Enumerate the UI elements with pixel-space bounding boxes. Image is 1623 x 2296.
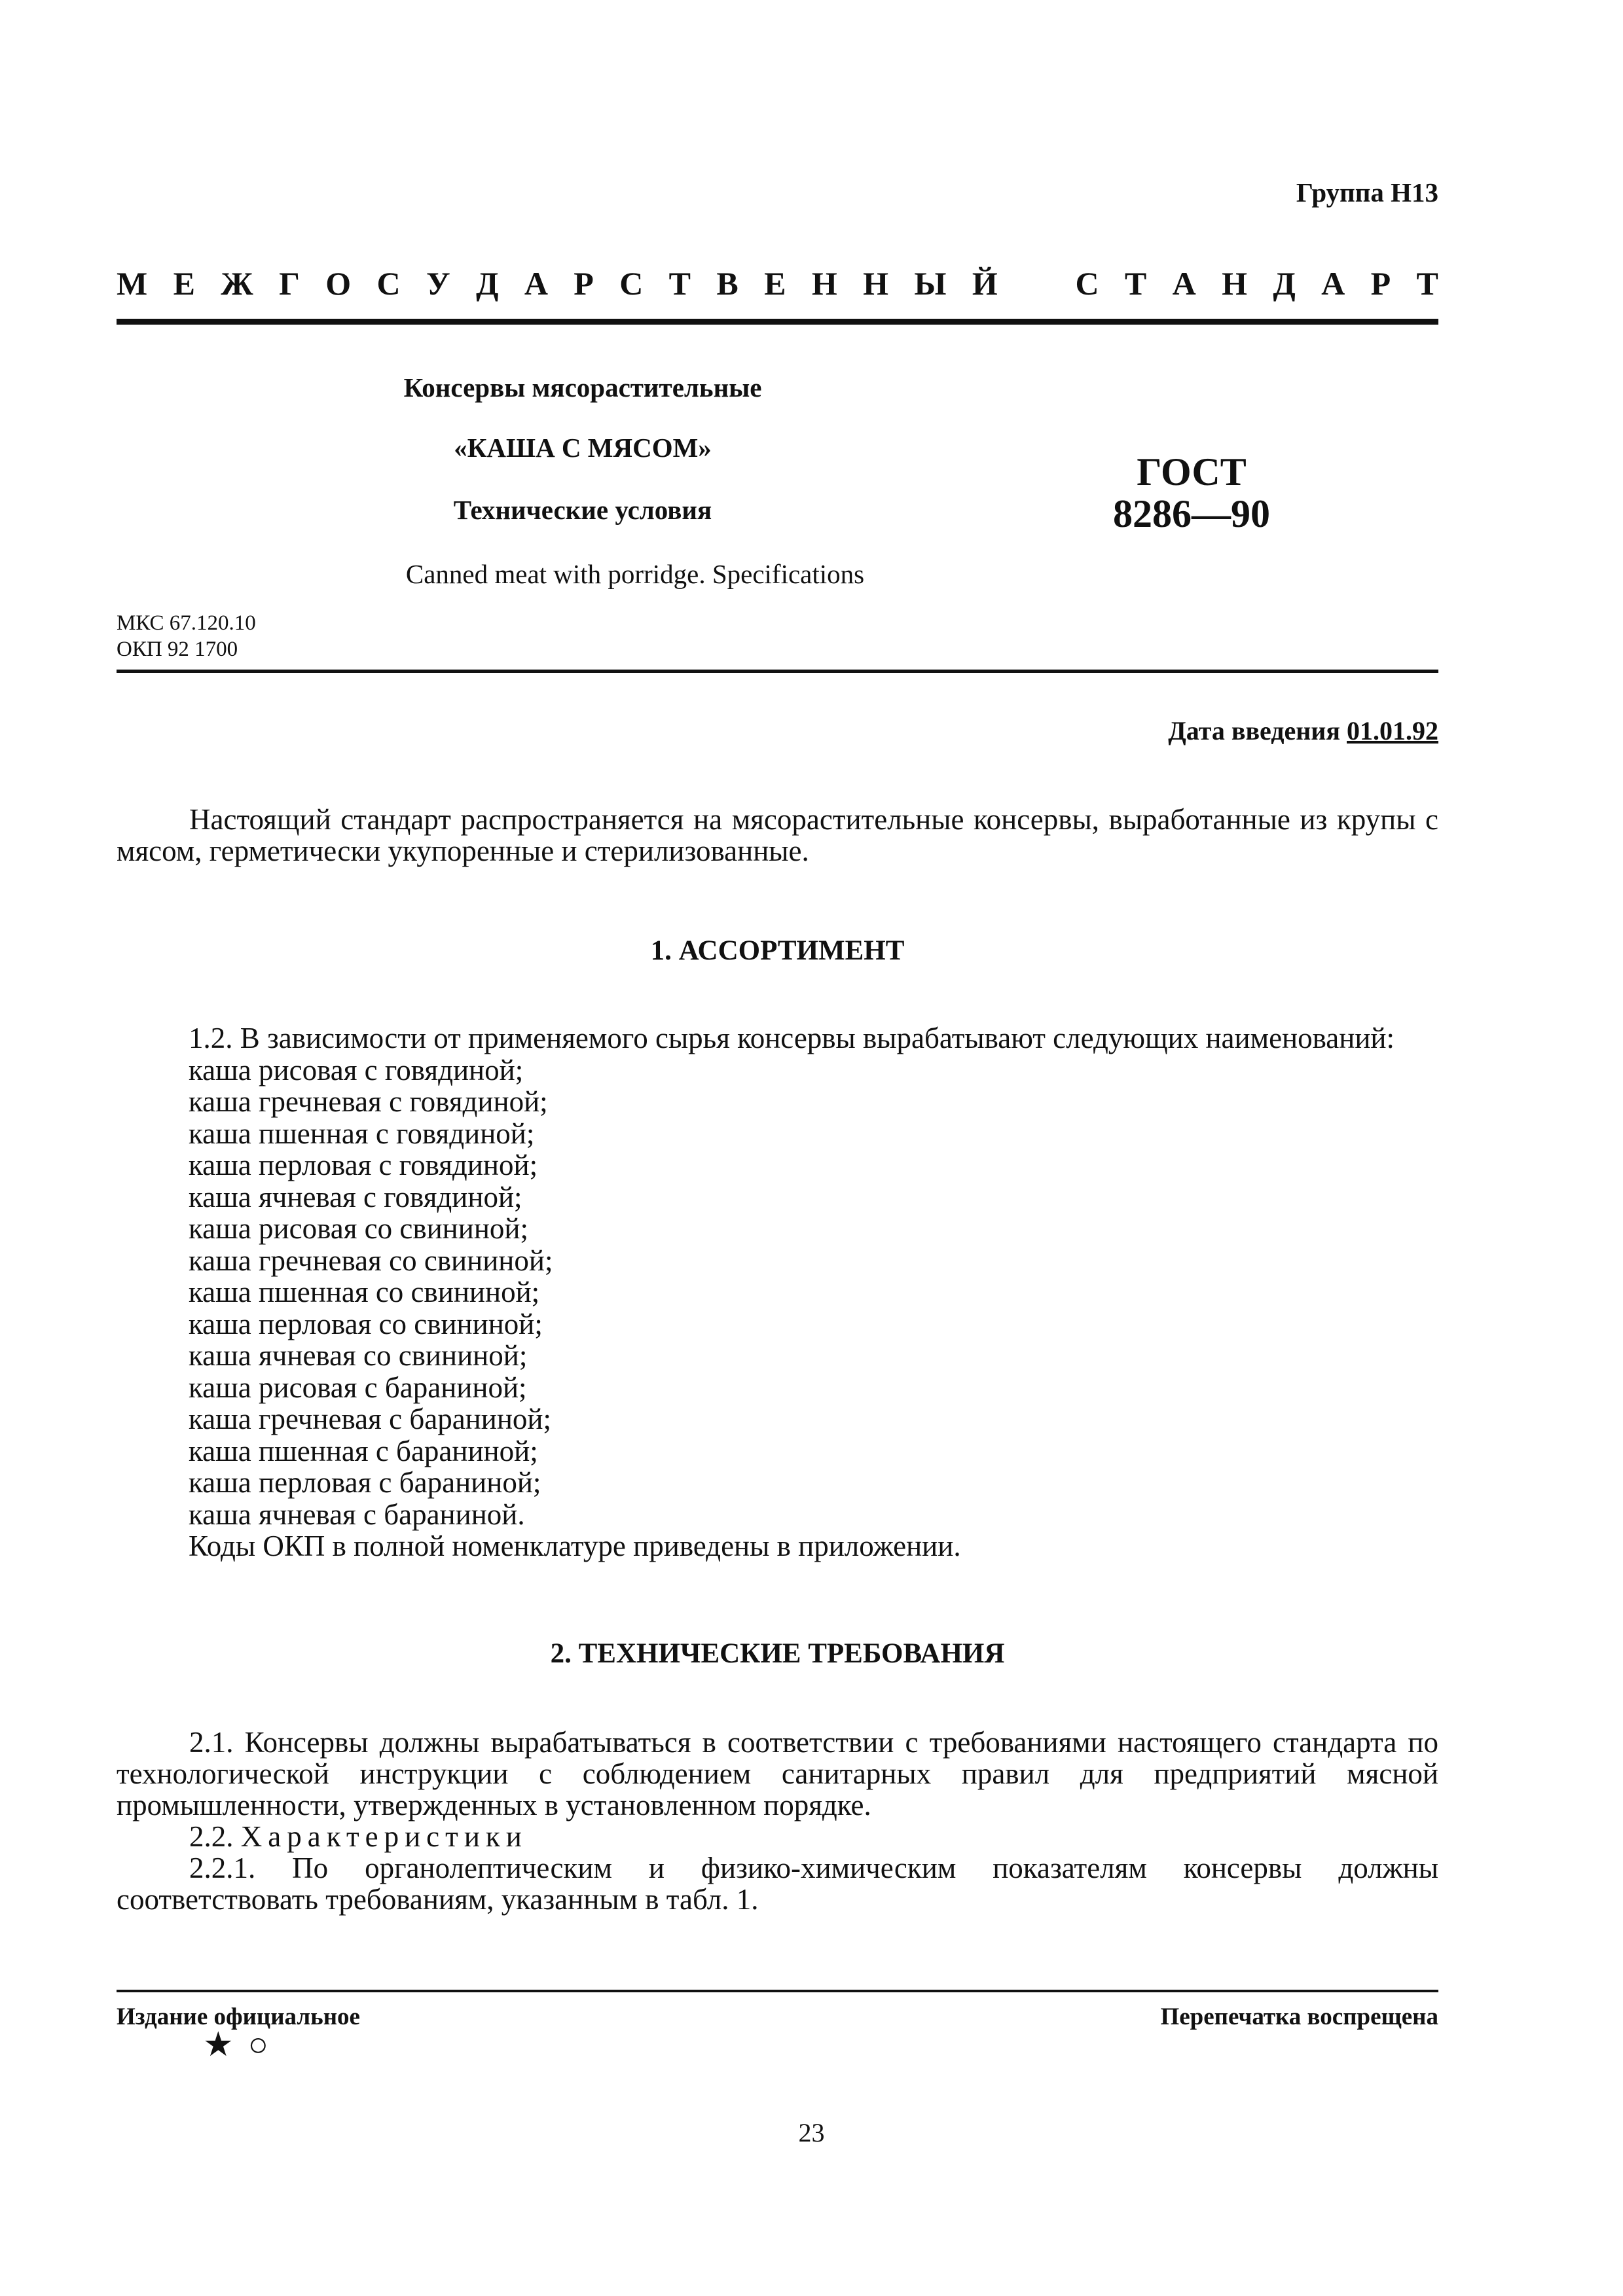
paragraph-2-2-1: 2.2.1. По органолептическим и физико-химическим показателям консервы должны соответствовать требованиям, указанным в табл. 1. [117, 1852, 1438, 1916]
banner-letter: С [619, 265, 644, 302]
banner-letter: Ж [221, 265, 253, 302]
banner-letter: Д [476, 265, 499, 302]
banner-letter: Е [764, 265, 786, 302]
list-item: каша пшенная со свининой; [189, 1276, 540, 1308]
paragraph-2-2-title: Характеристики [240, 1820, 528, 1853]
banner-letter: Н [1222, 265, 1248, 302]
mks-code: МКС 67.120.10 [117, 611, 256, 635]
banner-letter: Н [863, 265, 888, 302]
list-item: каша перловая с говядиной; [189, 1149, 538, 1181]
banner-letter: В [716, 265, 739, 302]
banner-letter: А [524, 265, 548, 302]
banner-letter: Т [1124, 265, 1147, 302]
star-icon: ★ [203, 2026, 234, 2064]
codes-rule [117, 670, 1438, 673]
list-item: каша гречневая с бараниной; [189, 1403, 551, 1435]
circle-icon: ○ [247, 2026, 269, 2064]
assortment-list [189, 1022, 1395, 1562]
list-item: каша ячневая со свининой; [189, 1339, 528, 1372]
banner-letter: Н [811, 265, 837, 302]
section-2-heading: 2. ТЕХНИЧЕСКИЕ ТРЕБОВАНИЯ [550, 1638, 1005, 1669]
list-item: каша перловая с бараниной; [189, 1466, 541, 1499]
banner-letter: О [325, 265, 352, 302]
banner-letter: Й [972, 265, 998, 302]
list-item: каша ячневая с бараниной. [189, 1498, 525, 1531]
header-rule [117, 319, 1438, 325]
title-line-3: Технические условия [453, 495, 712, 525]
paragraph-2-2-number: 2.2. [189, 1820, 241, 1853]
banner-letter: А [1321, 265, 1345, 302]
date-label: Дата введения [1168, 716, 1347, 745]
list-intro: 1.2. В зависимости от применяемого сырья консервы вырабатывают следующих наименований: [189, 1022, 1395, 1054]
page-number: 23 [798, 2118, 825, 2147]
list-item: каша рисовая с бараниной; [189, 1371, 527, 1404]
english-title: Canned meat with porridge. Specifications [405, 559, 865, 589]
gost-number: 8286—90 [1113, 492, 1270, 535]
banner-letter: Т [668, 265, 691, 302]
list-item: каша ячневая с говядиной; [189, 1180, 522, 1213]
paragraph-2-2 [189, 1821, 1433, 1852]
title-line-2: «КАША С МЯСОМ» [454, 433, 712, 463]
banner-letter: А [1172, 265, 1196, 302]
okp-code: ОКП 92 1700 [117, 637, 238, 661]
okp-codes-note: Коды ОКП в полной номенклатуре приведены в приложении. [189, 1530, 961, 1562]
list-item: каша пшенная с говядиной; [189, 1117, 535, 1150]
banner-letter: Е [173, 265, 195, 302]
banner-letter: С [376, 265, 401, 302]
gost-label: ГОСТ [1137, 450, 1247, 493]
banner-letter: М [117, 265, 148, 302]
footer-rule [117, 1990, 1438, 1992]
introduction-date [1168, 715, 1438, 746]
banner-letter: Т [1416, 265, 1438, 302]
list-item: каша перловая со свининой; [189, 1307, 543, 1340]
classification-codes [117, 610, 256, 662]
list-item: каша рисовая с говядиной; [189, 1053, 524, 1086]
official-edition-note: Издание официальное [117, 2003, 360, 2030]
banner-letter: Ы [914, 265, 947, 302]
banner-letter: У [426, 265, 450, 302]
reprint-prohibited-note: Перепечатка воспрещена [1160, 2003, 1438, 2030]
banner-letter: Г [279, 265, 300, 302]
date-value: 01.01.92 [1347, 716, 1438, 745]
list-item: каша гречневая с говядиной; [189, 1085, 548, 1118]
interstate-standard-banner [117, 264, 1438, 303]
banner-letter: С [1075, 265, 1099, 302]
title-line-1: Консервы мясорастительные [403, 372, 762, 403]
banner-letter: Р [574, 265, 594, 302]
section-1-heading: 1. АССОРТИМЕНТ [650, 935, 905, 966]
paragraph-2-1: 2.1. Консервы должны вырабатываться в соответствии с требованиями настоящего стандарта по технологической инструкции с соблюдением санитарных правил для предприятий мясной промышленности, утвержденных в установленном порядке. [117, 1726, 1438, 1821]
list-item: каша рисовая со свининой; [189, 1212, 529, 1245]
banner-letter: Р [1370, 265, 1391, 302]
group-code: Группа Н13 [1296, 177, 1438, 207]
list-item: каша гречневая со свининой; [189, 1244, 553, 1277]
edition-marks [203, 2025, 283, 2064]
intro-paragraph: Настоящий стандарт распространяется на мясорастительные консервы, выработанные из крупы с мясом, герметически укупоренные и стерилизованные. [117, 803, 1438, 867]
banner-letter: Д [1273, 265, 1296, 302]
list-item: каша пшенная с бараниной; [189, 1434, 538, 1467]
